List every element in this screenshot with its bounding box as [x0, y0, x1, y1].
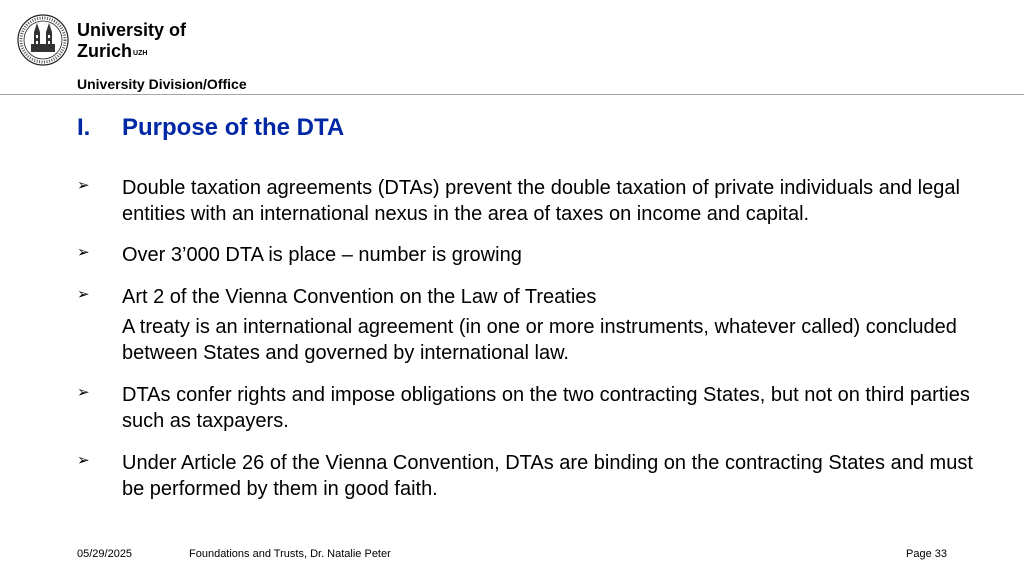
logo-line-2: Zurich$^{UZH}$ — [77, 41, 148, 61]
bullet-subtext: A treaty is an international agreement (in one or more instruments, whatever called) concluded between States and governed by international law. — [122, 316, 957, 364]
arrow-bullet-icon: ➢ — [77, 383, 90, 401]
footer-page-number: Page 33 — [906, 548, 947, 560]
arrow-bullet-icon: ➢ — [77, 451, 90, 469]
footer-course: Foundations and Trusts, Dr. Natalie Peter — [189, 548, 391, 560]
division-label: University Division/Office — [77, 76, 247, 92]
arrow-bullet-icon: ➢ — [77, 243, 90, 261]
footer-date: 05/29/2025 — [77, 548, 133, 560]
slide-title-number: I. — [77, 114, 91, 141]
logo-superscript: UZH — [133, 50, 148, 57]
slide-title — [77, 114, 344, 142]
slide-title-text: Purpose of the DTA — [122, 114, 345, 141]
arrow-bullet-icon: ➢ — [77, 176, 90, 194]
bullet-item — [77, 175, 977, 227]
bullet-item — [77, 284, 977, 310]
bullet-text: Double taxation agreements (DTAs) prevent the double taxation of private individuals and legal entities with an international nexus in the area of taxes on income and capital. — [122, 177, 960, 225]
arrow-bullet-icon: ➢ — [77, 285, 90, 303]
bullet-text: Under Article 26 of the Vienna Convention, DTAs are binding on the contracting States and must be performed by them in good faith. — [122, 452, 973, 500]
bullet-text: Art 2 of the Vienna Convention on the Law of Treaties — [122, 286, 597, 308]
bullet-text: Over 3’000 DTA is place – number is growing — [122, 244, 522, 266]
bullet-item — [77, 242, 977, 268]
university-logo-text — [77, 20, 186, 62]
logo-line-1: University of — [77, 20, 187, 40]
bullet-item — [77, 450, 977, 502]
university-seal-logo — [17, 14, 69, 66]
bullet-text: DTAs confer rights and impose obligations on the two contracting States, but not on third parties such as taxpayers. — [122, 384, 970, 432]
bullet-list — [77, 175, 977, 502]
bullet-item — [77, 382, 977, 434]
header-divider — [0, 94, 1024, 95]
